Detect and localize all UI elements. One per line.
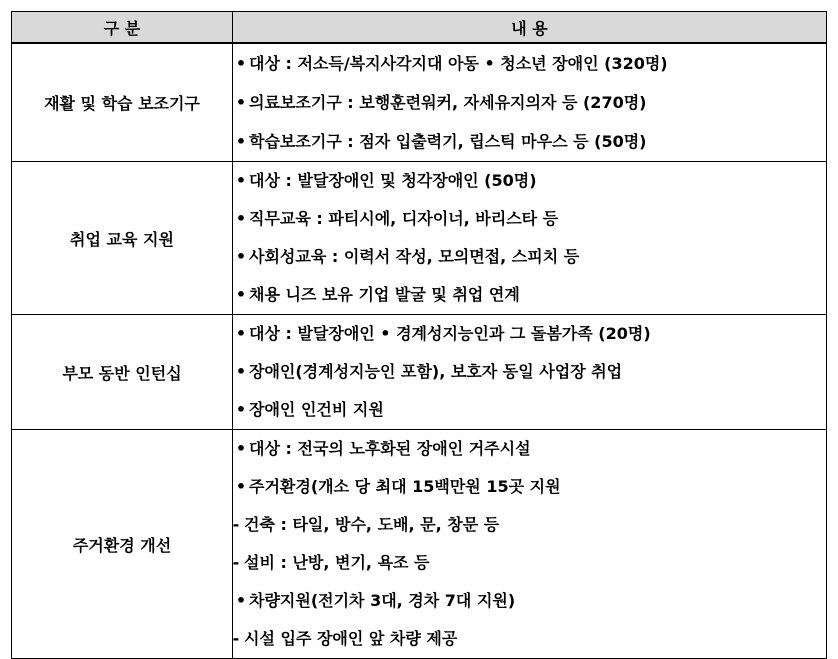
item-text: 차량지원(전기차 3대, 경차 7대 지원) bbox=[249, 591, 516, 610]
item-text: 대상 : 발달장애인 및 청각장애인 (50명) bbox=[249, 171, 537, 190]
header-category: 구 분 bbox=[12, 12, 233, 44]
list-item bbox=[233, 83, 826, 122]
bullet: • bbox=[235, 285, 247, 304]
list-item bbox=[233, 468, 826, 506]
row-content bbox=[233, 430, 827, 659]
bullet: • bbox=[235, 439, 247, 458]
item-text: 장애인 인건비 지원 bbox=[249, 400, 384, 419]
dash: - bbox=[232, 515, 240, 534]
header-content: 내 용 bbox=[233, 12, 827, 44]
item-text: 주거환경(개소 당 최대 15백만원 15곳 지원 bbox=[249, 477, 561, 496]
row-content bbox=[233, 43, 827, 162]
item-text: 시설 입주 장애인 앞 차량 제공 bbox=[244, 629, 458, 648]
table-header-row bbox=[12, 12, 827, 44]
bullet: • bbox=[235, 362, 247, 381]
table-row bbox=[12, 162, 827, 315]
item-text: 대상 : 저소득/복지사각지대 아동 • 청소년 장애인 (320명) bbox=[249, 54, 668, 73]
bullet: • bbox=[235, 171, 247, 190]
item-text: 직무교육 : 파티시에, 디자이너, 바리스타 등 bbox=[249, 209, 559, 228]
bullet: • bbox=[235, 477, 247, 496]
list-item bbox=[228, 544, 826, 582]
list-item bbox=[233, 238, 826, 276]
table-row bbox=[12, 315, 827, 430]
item-text: 학습보조기구 : 점자 입출력기, 립스틱 마우스 등 (50명) bbox=[249, 132, 647, 151]
list-item bbox=[228, 620, 826, 658]
dash: - bbox=[232, 629, 240, 648]
table-row bbox=[12, 43, 827, 162]
support-program-table bbox=[11, 11, 827, 659]
row-content bbox=[233, 162, 827, 315]
list-item bbox=[233, 162, 826, 200]
table-row bbox=[12, 430, 827, 659]
item-text: 사회성교육 : 이력서 작성, 모의면접, 스피치 등 bbox=[249, 247, 580, 266]
item-text: 건축 : 타일, 방수, 도배, 문, 창문 등 bbox=[244, 515, 500, 534]
item-text: 대상 : 발달장애인 • 경계성지능인과 그 돌봄가족 (20명) bbox=[249, 324, 651, 343]
item-text: 설비 : 난방, 변기, 욕조 등 bbox=[244, 553, 430, 572]
list-item bbox=[233, 200, 826, 238]
row-label: 주거환경 개선 bbox=[12, 430, 233, 659]
list-item bbox=[233, 582, 826, 620]
bullet: • bbox=[235, 324, 247, 343]
bullet: • bbox=[235, 591, 247, 610]
item-text: 장애인(경계성지능인 포함), 보호자 동일 사업장 취업 bbox=[249, 362, 623, 381]
bullet: • bbox=[235, 93, 247, 112]
list-item bbox=[233, 44, 826, 83]
bullet: • bbox=[235, 209, 247, 228]
bullet: • bbox=[235, 54, 247, 73]
item-text: 대상 : 전국의 노후화된 장애인 거주시설 bbox=[249, 439, 531, 458]
list-item bbox=[233, 353, 826, 391]
list-item bbox=[233, 391, 826, 429]
row-label: 재활 및 학습 보조기구 bbox=[12, 43, 233, 162]
bullet: • bbox=[235, 247, 247, 266]
bullet: • bbox=[235, 400, 247, 419]
item-text: 채용 니즈 보유 기업 발굴 및 취업 연계 bbox=[249, 285, 520, 304]
list-item bbox=[228, 506, 826, 544]
item-text: 의료보조기구 : 보행훈련워커, 자세유지의자 등 (270명) bbox=[249, 93, 647, 112]
row-content bbox=[233, 315, 827, 430]
list-item bbox=[233, 276, 826, 314]
dash: - bbox=[232, 553, 240, 572]
list-item bbox=[233, 430, 826, 468]
row-label: 취업 교육 지원 bbox=[12, 162, 233, 315]
bullet: • bbox=[235, 132, 247, 151]
row-label: 부모 동반 인턴십 bbox=[12, 315, 233, 430]
list-item bbox=[233, 122, 826, 161]
list-item bbox=[233, 315, 826, 353]
